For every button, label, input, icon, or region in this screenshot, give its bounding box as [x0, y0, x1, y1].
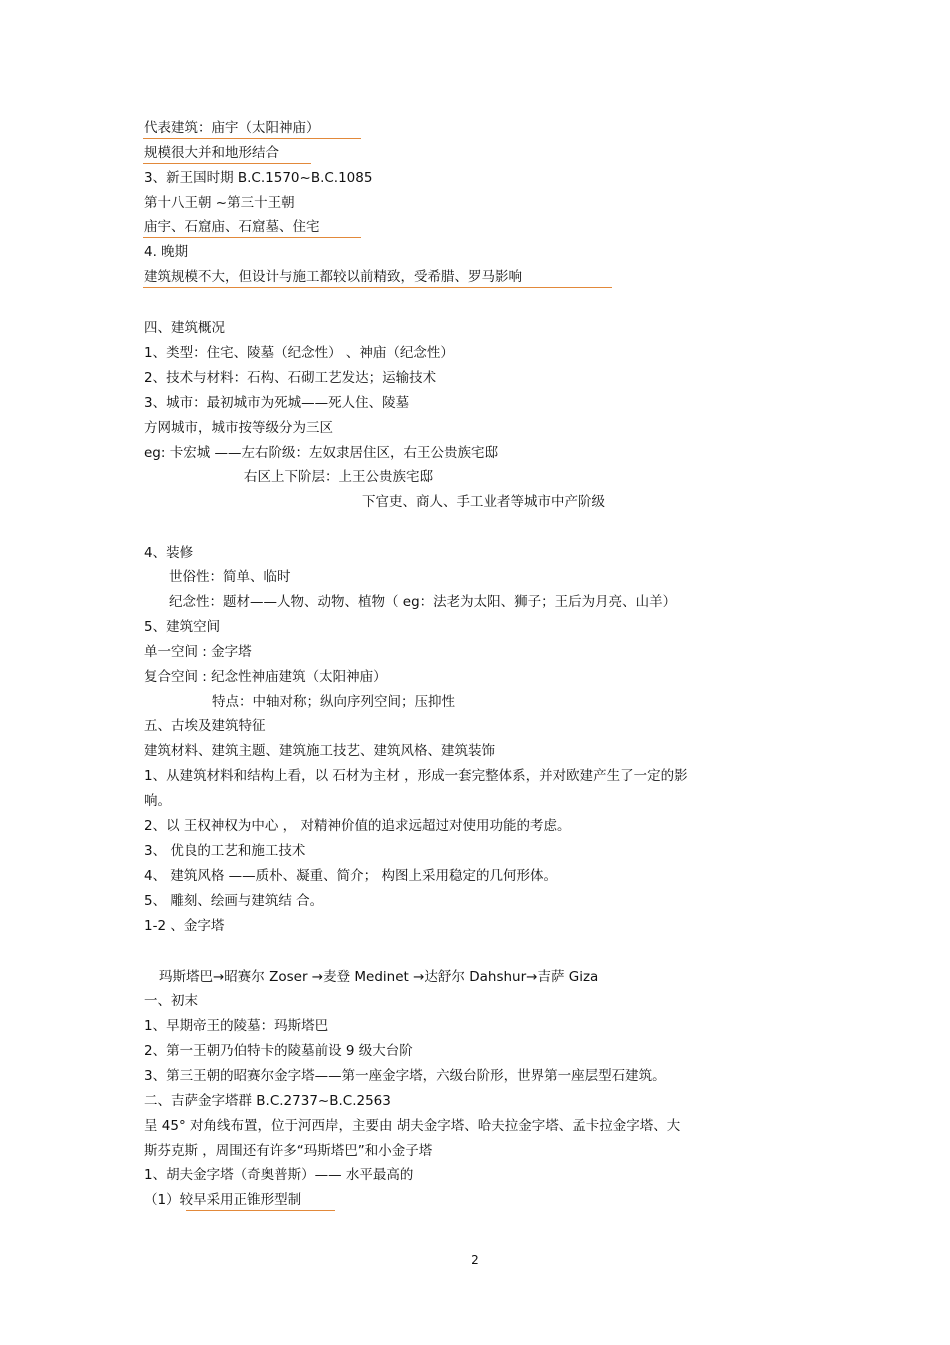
text-line: 方网城市，城市按等级分为三区: [144, 420, 333, 436]
section-heading: 五、古埃及建筑特征: [144, 718, 266, 734]
section-heading: 四、建筑概况: [144, 320, 225, 336]
text-line: 2、第一王朝乃伯特卡的陵墓前设 9 级大台阶: [144, 1043, 413, 1059]
text-line: 纪念性：题材——人物、动物、植物（ eg：法老为太阳、狮子；王后为月亮、山羊）: [169, 594, 677, 610]
underline: [143, 237, 361, 238]
text-line: 右区上下阶层：上王公贵族宅邸: [244, 469, 433, 485]
underline: [186, 1210, 335, 1211]
text-line: eg: 卡宏城 ——左右阶级：左奴隶居住区，右王公贵族宅邸: [144, 445, 499, 461]
text-line: 代表建筑：庙宇（太阳神庙）: [144, 120, 320, 136]
section-heading: 1-2 、金字塔: [144, 918, 225, 934]
text-line: 4、 建筑风格 ——质朴、凝重、简介； 构图上采用稳定的几何形体。: [144, 868, 557, 884]
text-line: 1、胡夫金字塔（奇奥普斯）—— 水平最高的: [144, 1167, 414, 1183]
text-line: 斯芬克斯 ，周围还有许多“玛斯塔巴”和小金子塔: [144, 1143, 433, 1159]
text-line: 世俗性：简单、临时: [169, 569, 291, 585]
text-line: 1、早期帝王的陵墓：玛斯塔巴: [144, 1018, 329, 1034]
text-line: 复合空间 : 纪念性神庙建筑（太阳神庙）: [144, 669, 387, 685]
section-heading: 二、吉萨金字塔群 B.C.2737~B.C.2563: [144, 1093, 391, 1109]
text-line: 1、从建筑材料和结构上看，以 石材为主材 ，形成一套完整体系，并对欧建产生了一定的影: [144, 768, 688, 784]
text-line: 下官吏、商人、手工业者等城市中产阶级: [362, 494, 605, 510]
text-line: 单一空间 : 金字塔: [144, 644, 252, 660]
text-line: 4、装修: [144, 545, 194, 561]
text-line: 特点：中轴对称；纵向序列空间；压抑性: [212, 694, 455, 710]
underline: [143, 163, 311, 164]
text-line: 建筑规模不大，但设计与施工都较以前精致，受希腊、罗马影响: [144, 269, 522, 285]
text-line: 规模很大并和地形结合: [144, 145, 279, 161]
text-line: 5、建筑空间: [144, 619, 221, 635]
text-line: 庙宇、石窟庙、石窟墓、住宅: [144, 219, 320, 235]
text-line: 3、新王国时期 B.C.1570~B.C.1085: [144, 170, 373, 186]
text-line: 玛斯塔巴→昭赛尔 Zoser →麦登 Medinet →达舒尔 Dahshur→吉萨 Giza: [159, 969, 599, 985]
section-heading: 一、初末: [144, 993, 198, 1009]
text-line: 呈 45° 对角线布置，位于河西岸，主要由 胡夫金字塔、哈夫拉金字塔、孟卡拉金字塔、大: [144, 1118, 681, 1134]
text-line: （1）较早采用正锥形型制: [144, 1192, 302, 1208]
text-line: 1、类型：住宅、陵墓（纪念性） 、神庙（纪念性）: [144, 345, 454, 361]
text-line: 第十八王朝 ~第三十王朝: [144, 195, 295, 211]
text-line: 2、以 王权神权为中心 ， 对精神价值的追求远超过对使用功能的考虑。: [144, 818, 571, 834]
text-line: 3、城市：最初城市为死城——死人住、陵墓: [144, 395, 410, 411]
underline: [143, 138, 361, 139]
text-line: 5、 雕刻、绘画与建筑结 合。: [144, 893, 324, 909]
text-line: 响。: [144, 793, 171, 809]
underline: [143, 287, 612, 288]
text-line: 3、第三王朝的昭赛尔金字塔——第一座金字塔，六级台阶形，世界第一座层型石建筑。: [144, 1068, 666, 1084]
text-line: 2、技术与材料：石构、石砌工艺发达；运输技术: [144, 370, 437, 386]
text-line: 建筑材料、建筑主题、建筑施工技艺、建筑风格、建筑装饰: [144, 743, 495, 759]
text-line: 4. 晚期: [144, 244, 189, 260]
page-number: 2: [471, 1253, 479, 1267]
text-line: 3、 优良的工艺和施工技术: [144, 843, 306, 859]
